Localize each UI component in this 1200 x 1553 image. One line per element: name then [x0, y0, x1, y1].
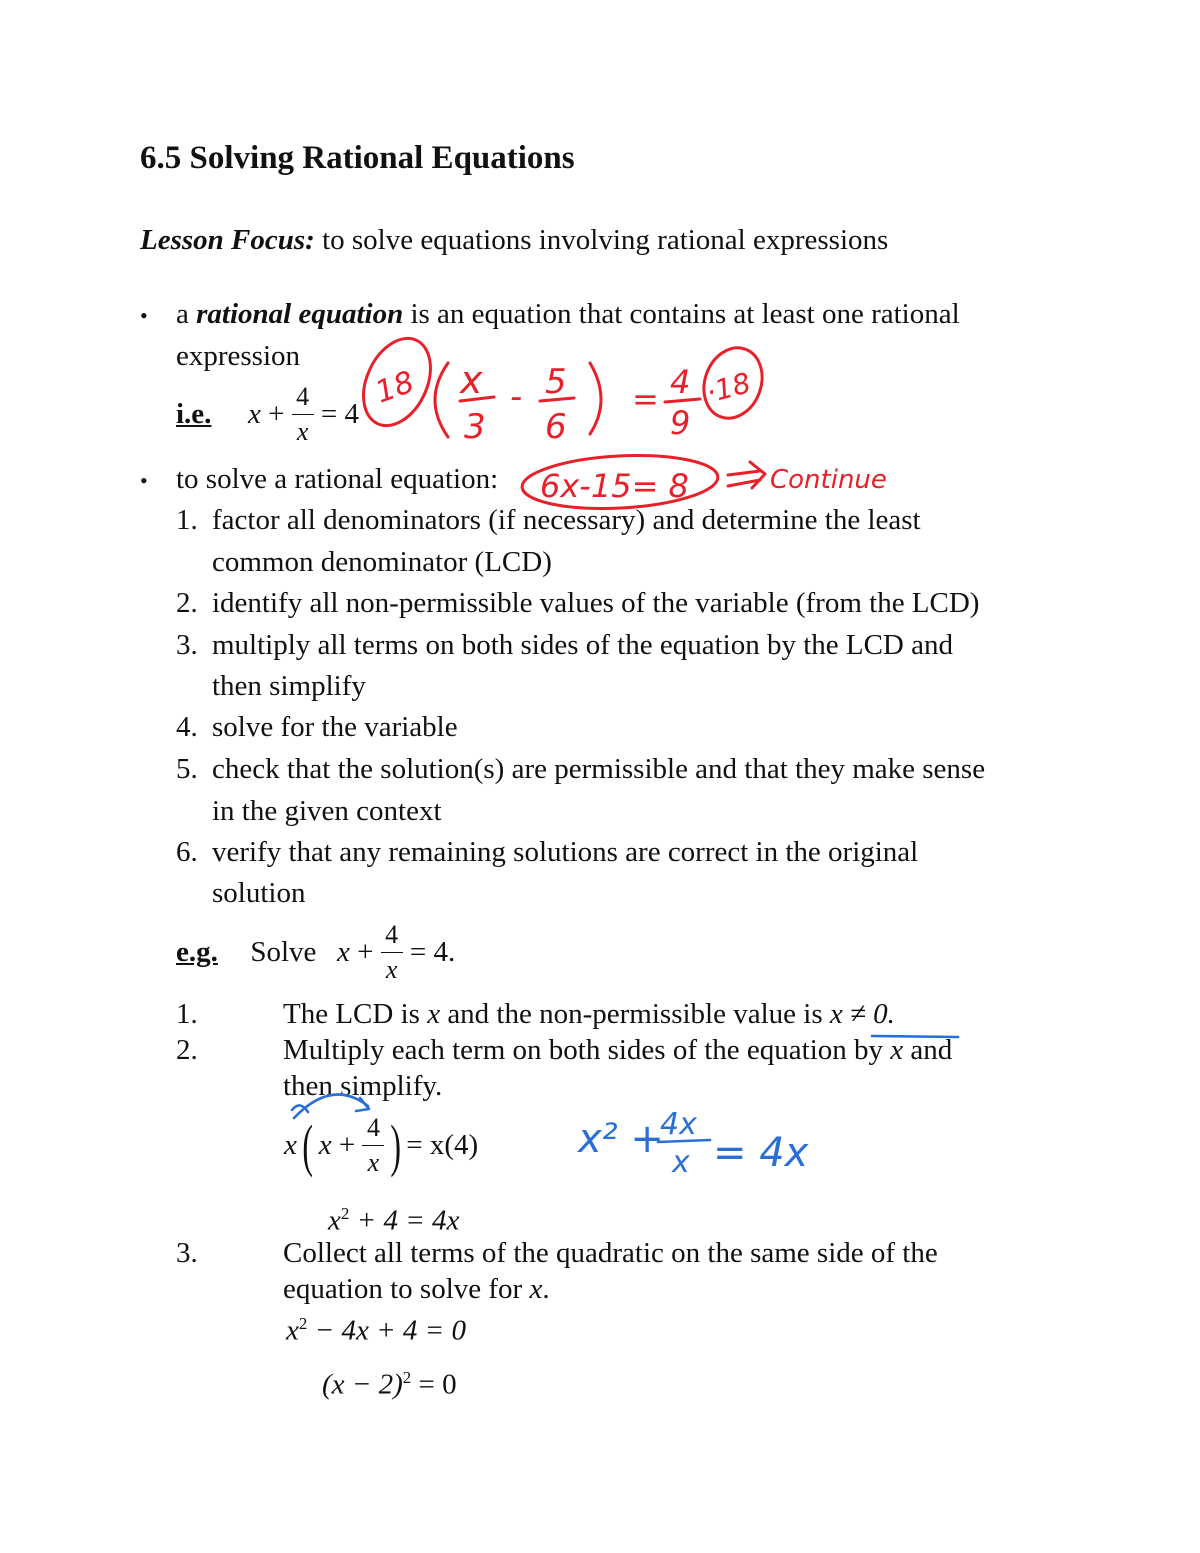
red-6: 6	[545, 407, 567, 447]
example-numerator: 4	[385, 920, 399, 949]
step-text: then simplify	[212, 670, 366, 702]
eq1-outer-x: x	[284, 1129, 297, 1161]
red-18-left: 18	[370, 364, 419, 411]
blue-denominator: x	[672, 1145, 690, 1180]
red-9: 9	[670, 404, 691, 442]
eq3-rest: − 4x + 4 = 0	[307, 1314, 466, 1347]
step-number: 1.	[176, 504, 198, 536]
lesson-focus-label: Lesson Focus:	[140, 224, 315, 256]
example-solve-word: Solve	[250, 936, 317, 968]
ie-x: x	[247, 398, 261, 430]
example-step-number: 2.	[176, 1034, 198, 1066]
eq1-right-paren: )	[390, 1113, 401, 1178]
step-text: factor all denominators (if necessary) and determine the least	[212, 504, 921, 536]
step-number: 4.	[176, 711, 198, 743]
example-x: x	[336, 936, 350, 968]
step-text: check that the solution(s) are permissible and that they make sense	[212, 753, 986, 785]
bullet-icon: •	[140, 468, 148, 493]
step1-text-b: and the non-permissible value is	[447, 998, 823, 1030]
red-18-right: ·18	[702, 366, 755, 410]
step-number: 3.	[176, 629, 198, 661]
example-rhs: = 4.	[409, 936, 456, 968]
step3-text-b: .	[542, 1273, 550, 1305]
example-step3-line1: Collect all terms of the quadratic on the same side of the	[283, 1237, 938, 1269]
definition-rest: is an equation that contains at least one rational	[410, 298, 960, 330]
step3-var: x	[529, 1273, 543, 1305]
eq1-left-paren: (	[302, 1113, 314, 1178]
example-denominator: x	[385, 955, 398, 984]
example-step-number: 1.	[176, 998, 198, 1030]
step1-text-a: The LCD is	[283, 998, 420, 1030]
eq2-rest: + 4 = 4x	[349, 1204, 460, 1237]
eq2-exponent: 2	[340, 1204, 350, 1223]
definition-term: rational equation	[196, 298, 404, 330]
red-handwriting-text	[371, 358, 887, 505]
page-title: 6.5 Solving Rational Equations	[140, 140, 575, 176]
eq1-inner-x: x	[318, 1129, 332, 1161]
red-4: 4	[670, 363, 691, 401]
step-text: multiply all terms on both sides of the equation by the LCD and	[212, 629, 954, 661]
red-result: 6x-15= 8	[540, 467, 689, 505]
step-text: solve for the variable	[212, 711, 458, 743]
ie-numerator: 4	[296, 382, 310, 411]
bullet-icon: •	[140, 303, 148, 328]
solve-intro: to solve a rational equation:	[176, 463, 499, 495]
red-x: x	[460, 358, 483, 402]
step-text: solution	[212, 877, 306, 909]
ie-denominator: x	[296, 417, 309, 446]
eq4-exponent: 2	[402, 1368, 412, 1387]
step1-var: x	[427, 998, 441, 1030]
eq1-numerator: 4	[366, 1113, 380, 1142]
red-3: 3	[464, 407, 486, 447]
example-plus: +	[357, 936, 374, 968]
red-continue: Continue	[770, 465, 887, 495]
ie-label: i.e.	[176, 398, 212, 430]
blue-numerator: 4x	[660, 1107, 697, 1142]
red-equals: =	[632, 380, 659, 418]
example-label: e.g.	[176, 936, 218, 968]
blue-rhs: = 4x	[713, 1130, 809, 1176]
blue-underline	[872, 1036, 958, 1037]
eq3-lhs: x	[286, 1314, 299, 1347]
example-step2-line2: then simplify.	[283, 1070, 443, 1102]
step-number: 5.	[176, 753, 198, 785]
step1-npv: x ≠ 0.	[829, 998, 895, 1030]
red-left-paren	[435, 363, 448, 437]
definition-line2: expression	[176, 340, 301, 372]
eq3-exponent: 2	[298, 1314, 308, 1333]
lesson-focus-text: to solve equations involving rational expressions	[322, 224, 889, 256]
step3-text-a: equation to solve for	[283, 1273, 523, 1305]
red-arrow-icon	[728, 462, 765, 488]
blue-handwriting-text	[576, 1107, 809, 1180]
step-text: common denominator (LCD)	[212, 546, 552, 578]
step-number: 6.	[176, 836, 198, 868]
step2-text-a: Multiply each term on both sides of the equation by	[283, 1034, 884, 1066]
eq1-denominator: x	[367, 1148, 380, 1177]
definition-prefix: a	[176, 298, 189, 330]
red-minus: -	[510, 377, 523, 417]
red-right-paren	[590, 363, 601, 434]
eq4-rest: = 0	[411, 1368, 457, 1401]
step-text: verify that any remaining solutions are correct in the original	[212, 836, 919, 868]
example-step-number: 3.	[176, 1237, 198, 1269]
eq1-rhs: = x(4)	[406, 1129, 479, 1161]
red-5: 5	[545, 362, 567, 402]
step-text: identify all non-permissible values of the variable (from the LCD)	[212, 587, 980, 619]
ie-plus: +	[268, 398, 285, 430]
eq1-plus: +	[338, 1129, 356, 1161]
step2-var: x	[890, 1034, 904, 1066]
eq2-lhs: x	[328, 1204, 341, 1237]
blue-expr: x² +	[578, 1116, 664, 1162]
ie-rhs: = 4	[320, 398, 360, 430]
step-text: in the given context	[212, 795, 442, 827]
blue-distribute-arc	[294, 1094, 368, 1118]
step2-text-b: and	[910, 1034, 953, 1066]
step-number: 2.	[176, 587, 198, 619]
eq4-lhs: (x − 2)	[322, 1368, 403, 1401]
